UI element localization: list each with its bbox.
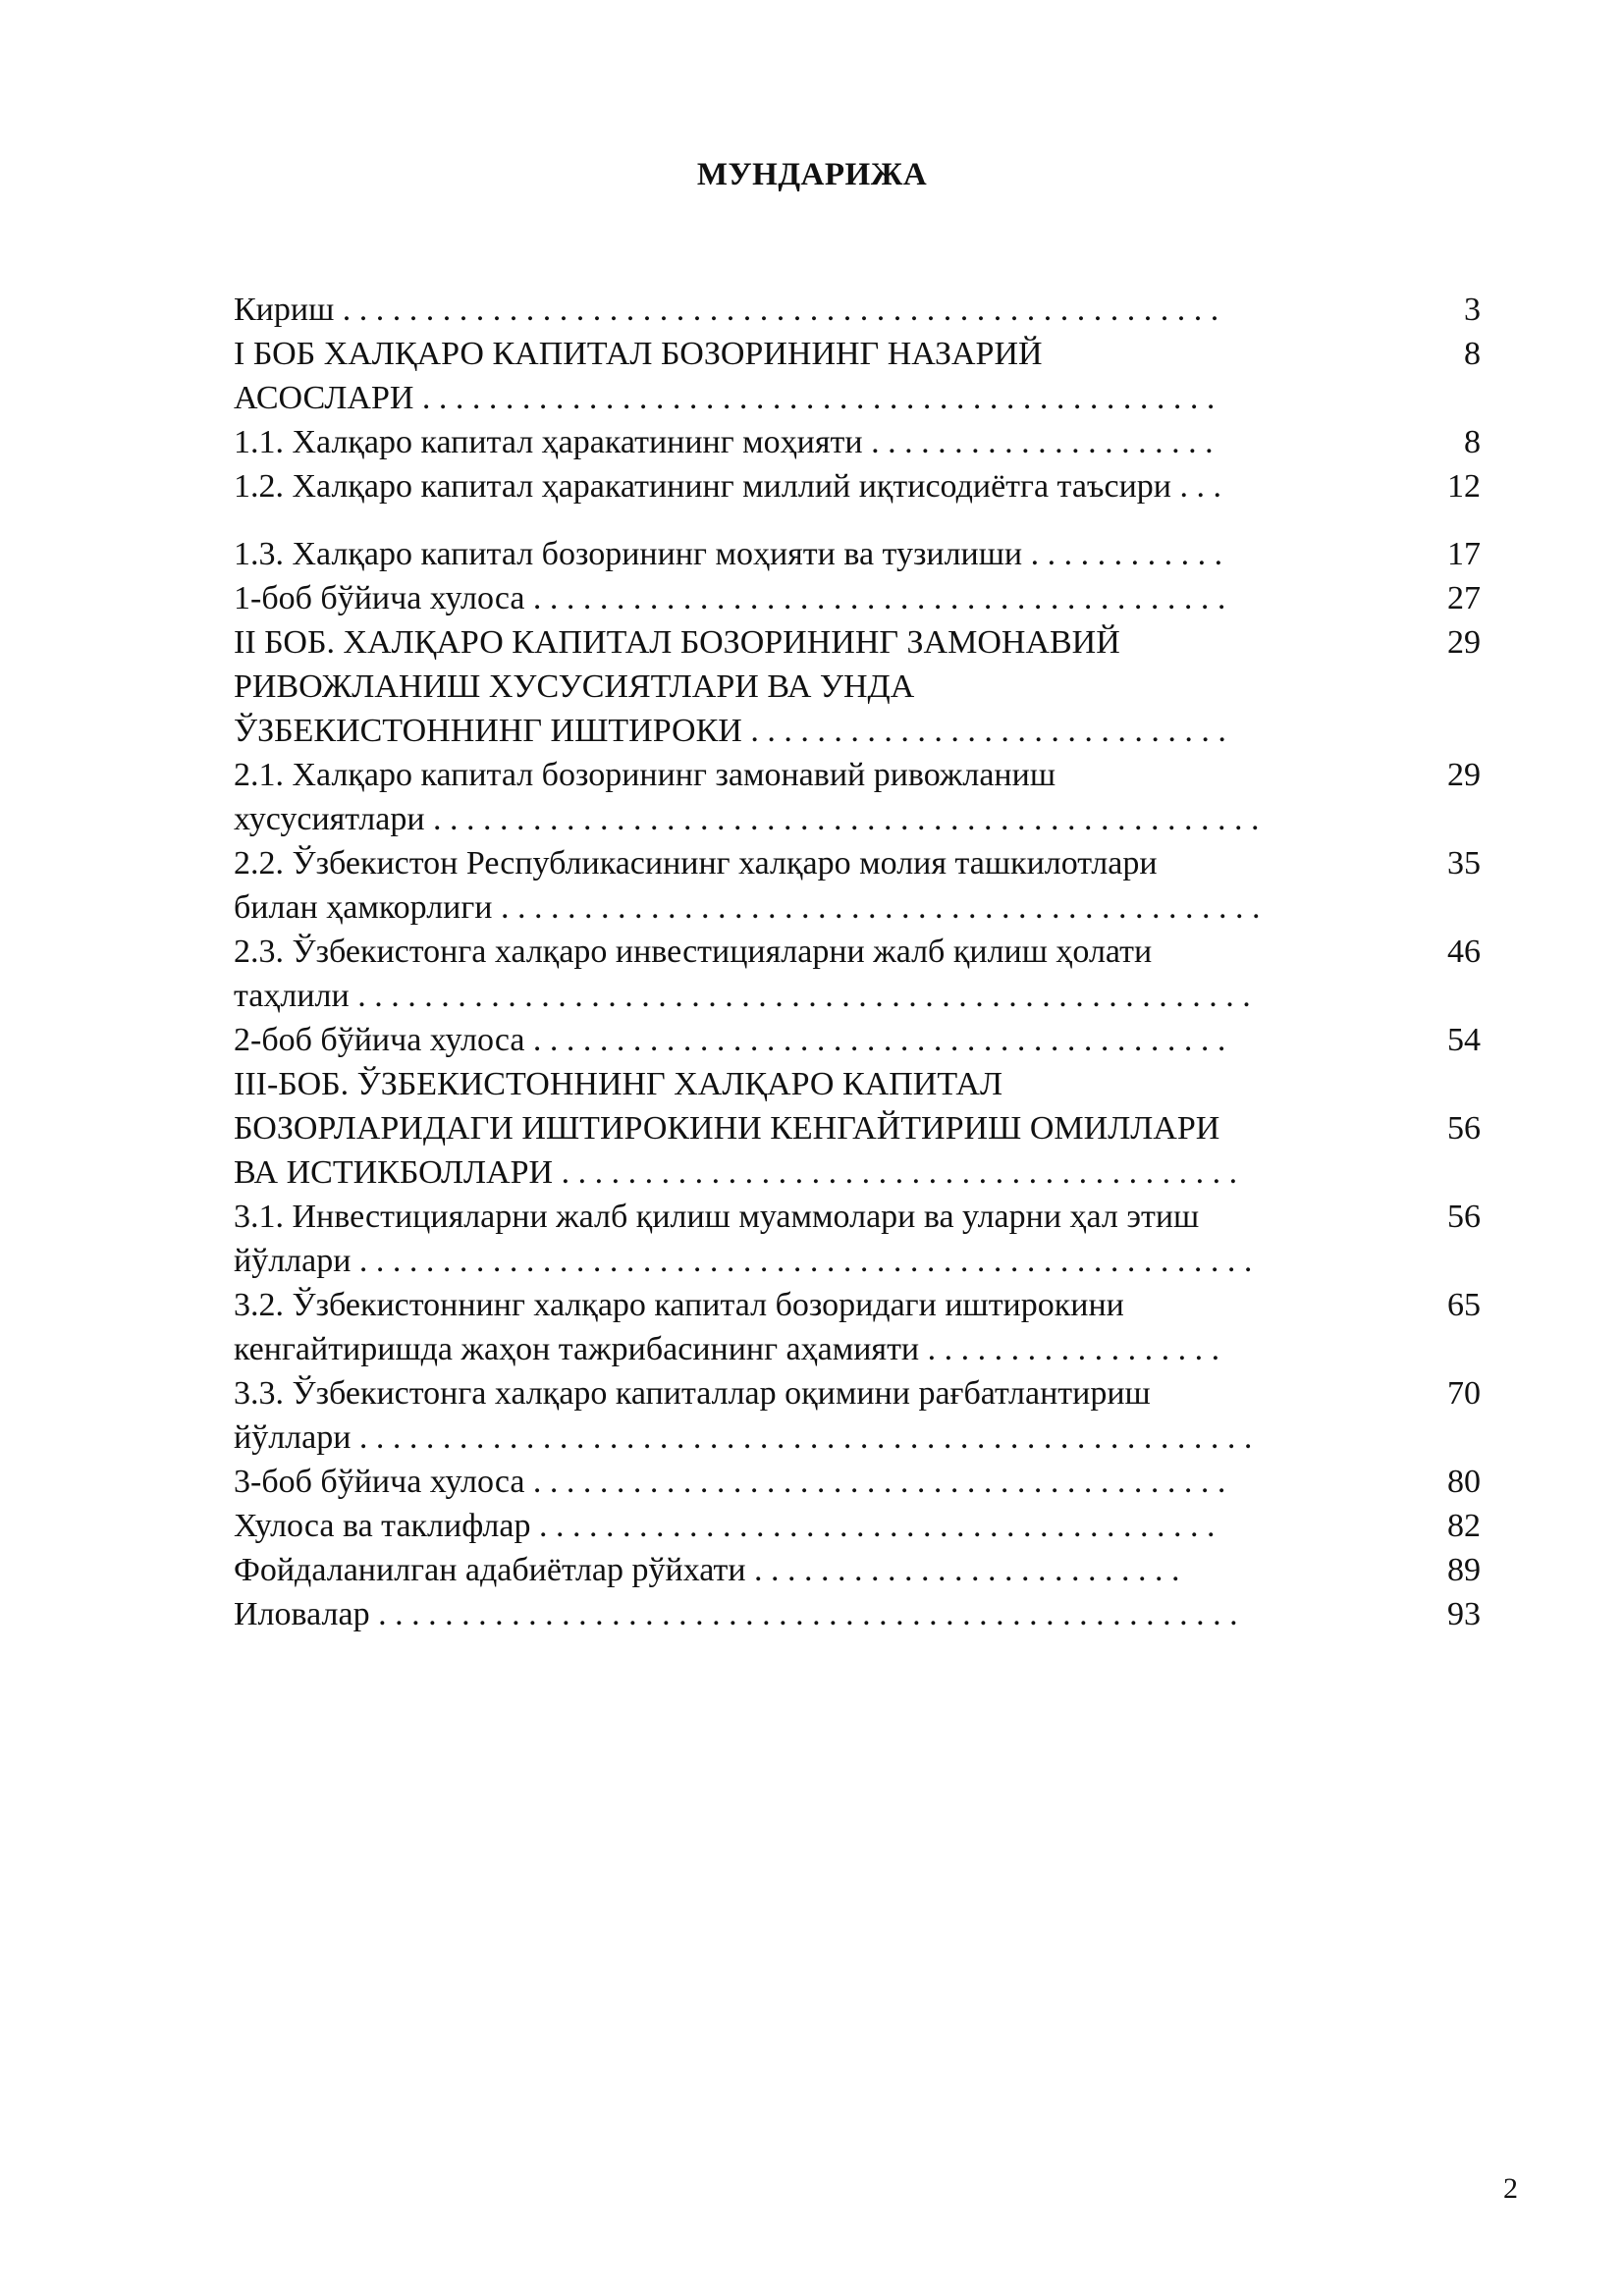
toc-entry-title — [234, 1371, 1378, 1460]
toc-entry[interactable] — [234, 1460, 1481, 1504]
toc-entry-line: билан ҳамкорлиги . . . . . . . . . . . . . . . . . . . . . . . . . . . . . . . . . . . . . . . . . . . . . . — [234, 889, 1261, 926]
toc-entry[interactable] — [234, 332, 1481, 420]
toc-entry-title — [234, 288, 1378, 332]
toc-spacer — [234, 508, 1481, 532]
toc-entry-title — [234, 332, 1378, 420]
toc-entry-line: Фойдаланилган адабиётлар рўйхати . . . . . . . . . . . . . . . . . . . . . . . . . . — [234, 1552, 1180, 1588]
toc-entry-line: 3.3. Ўзбекистонга халқаро капиталлар оқимини рағбатлантириш — [234, 1375, 1151, 1412]
toc-entry-page-number: 65 — [1447, 1287, 1481, 1323]
toc-entry[interactable] — [234, 576, 1481, 620]
toc-entry-line: 2.2. Ўзбекистон Республикасининг халқаро молия ташкилотлари — [234, 845, 1158, 881]
toc-entry-line: Хулоса ва таклифлар . . . . . . . . . . . . . . . . . . . . . . . . . . . . . . . . . . . . . . . . . — [234, 1508, 1216, 1544]
toc-entry-line: Иловалар . . . . . . . . . . . . . . . . . . . . . . . . . . . . . . . . . . . . . . . . . . . . . . . . . . . . — [234, 1596, 1238, 1632]
toc-entry-title — [234, 1018, 1378, 1062]
toc-entry-line: таҳлили . . . . . . . . . . . . . . . . . . . . . . . . . . . . . . . . . . . . . . . . . . . . . . . . . . . . . . — [234, 978, 1251, 1014]
toc-entry-title — [234, 620, 1378, 753]
toc-entry-title — [234, 420, 1378, 464]
page-title: МУНДАРИЖА — [696, 157, 928, 192]
toc-entry[interactable] — [234, 288, 1481, 332]
toc-entry[interactable] — [234, 620, 1481, 753]
toc-entry-page-number: 54 — [1447, 1022, 1481, 1058]
toc-entry-title — [234, 1062, 1378, 1195]
toc-entry-page-number: 8 — [1464, 424, 1481, 460]
toc-entry-page-number: 29 — [1447, 757, 1481, 793]
toc-entry-line: II БОБ. ХАЛҚАРО КАПИТАЛ БОЗОРИНИНГ ЗАМОНАВИЙ — [234, 624, 1120, 661]
toc-entry[interactable] — [234, 753, 1481, 841]
toc-entry-page-number: 82 — [1447, 1508, 1481, 1544]
toc-entry-page-number: 89 — [1447, 1552, 1481, 1588]
toc-entry[interactable] — [234, 1592, 1481, 1636]
toc-entry-line: 1.3. Халқаро капитал бозорининг моҳияти ва тузилиши . . . . . . . . . . . . — [234, 536, 1223, 572]
toc-entry-line: хусусиятлари . . . . . . . . . . . . . . . . . . . . . . . . . . . . . . . . . . . . . . . . . . . . . . . . . . — [234, 801, 1260, 837]
toc-entry-page-number: 80 — [1447, 1464, 1481, 1500]
toc-entry-title — [234, 1548, 1378, 1592]
toc-entry-page-number: 93 — [1447, 1596, 1481, 1632]
toc-entry-line: 2.1. Халқаро капитал бозорининг замонавий ривожланиш — [234, 757, 1056, 793]
toc-entry-line: Кириш . . . . . . . . . . . . . . . . . . . . . . . . . . . . . . . . . . . . . . . . . . . . . . . . . . . . . — [234, 292, 1219, 328]
toc-entry-page-number: 17 — [1447, 536, 1481, 572]
table-of-contents — [234, 288, 1481, 1636]
toc-entry-line: БОЗОРЛАРИДАГИ ИШТИРОКИНИ КЕНГАЙТИРИШ ОМИЛЛАРИ — [234, 1110, 1220, 1147]
toc-entry[interactable] — [234, 1371, 1481, 1460]
toc-entry[interactable] — [234, 1504, 1481, 1548]
toc-entry-title — [234, 930, 1378, 1018]
toc-entry-line: РИВОЖЛАНИШ ХУСУСИЯТЛАРИ ВА УНДА — [234, 668, 915, 705]
page-number: 2 — [1503, 2172, 1518, 2205]
toc-entry[interactable] — [234, 1018, 1481, 1062]
toc-entry-line: йўллари . . . . . . . . . . . . . . . . . . . . . . . . . . . . . . . . . . . . . . . . . . . . . . . . . . . . . . — [234, 1243, 1253, 1279]
toc-entry-title — [234, 753, 1378, 841]
toc-entry-page-number: 12 — [1447, 468, 1481, 505]
toc-entry-title — [234, 1592, 1378, 1636]
toc-entry-line: 1.1. Халқаро капитал ҳаракатининг моҳияти . . . . . . . . . . . . . . . . . . . . . — [234, 424, 1214, 460]
toc-entry-line: 1.2. Халқаро капитал ҳаракатининг миллий иқтисодиётга таъсири . . . — [234, 468, 1221, 505]
toc-entry-page-number: 35 — [1447, 845, 1481, 881]
toc-entry-title — [234, 1283, 1378, 1371]
toc-entry[interactable] — [234, 1062, 1481, 1195]
toc-entry-line: йўллари . . . . . . . . . . . . . . . . . . . . . . . . . . . . . . . . . . . . . . . . . . . . . . . . . . . . . . — [234, 1419, 1253, 1456]
toc-entry-title — [234, 1195, 1378, 1283]
toc-entry[interactable] — [234, 1283, 1481, 1371]
toc-entry-line: I БОБ ХАЛҚАРО КАПИТАЛ БОЗОРИНИНГ НАЗАРИЙ — [234, 336, 1043, 372]
toc-entry-page-number: 27 — [1447, 580, 1481, 616]
toc-entry-line: ВА ИСТИКБОЛЛАРИ . . . . . . . . . . . . . . . . . . . . . . . . . . . . . . . . . . . . . . . . . — [234, 1154, 1238, 1191]
toc-entry-title — [234, 464, 1378, 508]
toc-entry-line: 2.3. Ўзбекистонга халқаро инвестицияларни жалб қилиш ҳолати — [234, 934, 1153, 970]
toc-entry-line: 2-боб бўйича хулоса . . . . . . . . . . . . . . . . . . . . . . . . . . . . . . . . . . . . . . . . . . — [234, 1022, 1226, 1058]
toc-entry-line: 3-боб бўйича хулоса . . . . . . . . . . . . . . . . . . . . . . . . . . . . . . . . . . . . . . . . . . — [234, 1464, 1226, 1500]
toc-entry[interactable] — [234, 1195, 1481, 1283]
toc-entry-page-number: 70 — [1447, 1375, 1481, 1412]
toc-entry-page-number: 46 — [1447, 934, 1481, 970]
toc-entry-page-number: 29 — [1447, 624, 1481, 661]
toc-entry-title — [234, 576, 1378, 620]
toc-entry-title — [234, 841, 1378, 930]
toc-entry-line: 3.2. Ўзбекистоннинг халқаро капитал бозоридаги иштирокини — [234, 1287, 1124, 1323]
toc-entry-title — [234, 1504, 1378, 1548]
toc-entry-line: 1-боб бўйича хулоса . . . . . . . . . . . . . . . . . . . . . . . . . . . . . . . . . . . . . . . . . . — [234, 580, 1226, 616]
toc-entry[interactable] — [234, 930, 1481, 1018]
toc-entry-line: III-БОБ. ЎЗБЕКИСТОННИНГ ХАЛҚАРО КАПИТАЛ — [234, 1066, 1003, 1102]
toc-entry[interactable] — [234, 532, 1481, 576]
toc-entry-title — [234, 532, 1378, 576]
toc-entry-page-number: 56 — [1447, 1199, 1481, 1235]
toc-entry-page-number: 56 — [1447, 1110, 1481, 1147]
toc-entry-page-number: 8 — [1464, 336, 1481, 372]
toc-entry-title — [234, 1460, 1378, 1504]
toc-entry[interactable] — [234, 464, 1481, 508]
toc-entry-line: кенгайтиришда жаҳон тажрибасининг аҳамияти . . . . . . . . . . . . . . . . . . — [234, 1331, 1220, 1367]
toc-entry[interactable] — [234, 841, 1481, 930]
toc-entry[interactable] — [234, 420, 1481, 464]
toc-entry-line: АСОСЛАРИ . . . . . . . . . . . . . . . . . . . . . . . . . . . . . . . . . . . . . . . . . . . . . . . . — [234, 380, 1216, 416]
toc-entry-line: ЎЗБЕКИСТОННИНГ ИШТИРОКИ . . . . . . . . . . . . . . . . . . . . . . . . . . . . . — [234, 713, 1226, 749]
toc-entry-line: 3.1. Инвестицияларни жалб қилиш муаммолари ва уларни ҳал этиш — [234, 1199, 1200, 1235]
toc-entry[interactable] — [234, 1548, 1481, 1592]
toc-entry-page-number: 3 — [1464, 292, 1481, 328]
